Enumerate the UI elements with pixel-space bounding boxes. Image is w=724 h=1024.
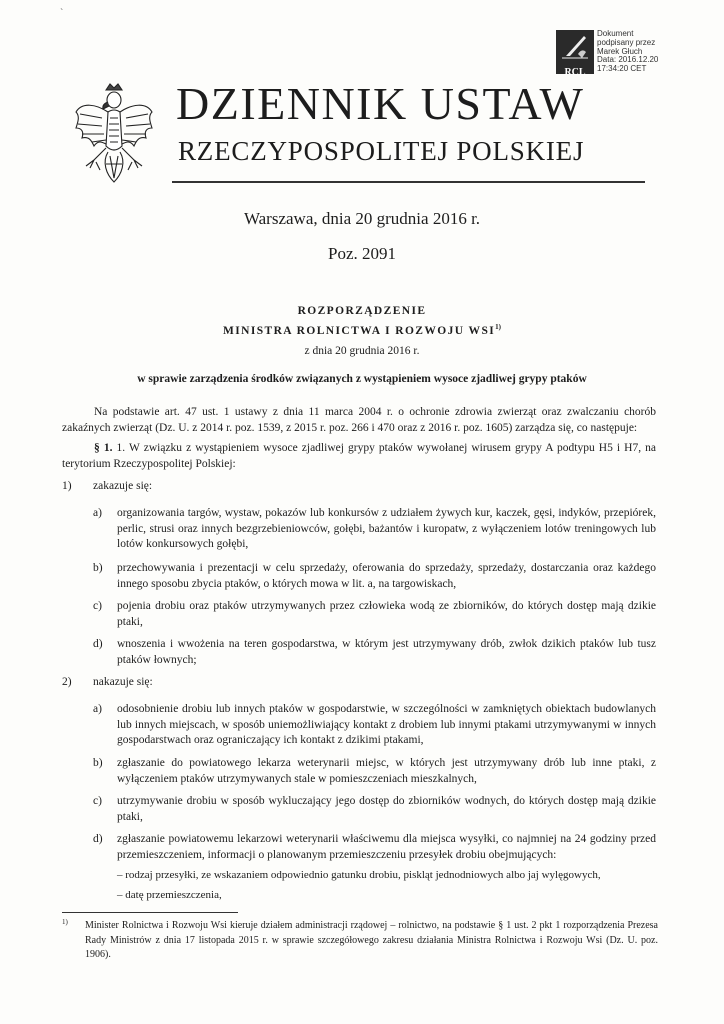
stamp-line: podpisany przez <box>597 37 656 47</box>
footnote-mark: 1) <box>62 918 68 926</box>
stamp-line: Marek Głuch <box>597 46 643 56</box>
section-label: § 1. <box>94 442 113 454</box>
journal-title: DZIENNIK USTAW <box>176 78 585 129</box>
subitem-letter: d) <box>93 638 103 650</box>
subitem-text: wnoszenia i wwożenia na teren gospodarstwa, w którym jest utrzymywany drób, zwłok dzikich ptaków lub tusz ptaków łownych; <box>117 638 656 666</box>
subitem-text: utrzymywanie drobiu w sposób wykluczający jego dostęp do zbiorników wodnych, do których dostęp mają dzikie ptaki, <box>117 795 656 823</box>
item-number: 2) <box>62 676 72 688</box>
subitem-letter: b) <box>93 562 103 574</box>
stamp-line: 17:34:20 CET <box>597 64 647 74</box>
item-text: zakazuje się: <box>93 480 153 492</box>
subitem-letter: c) <box>93 600 102 612</box>
subitem-letter: c) <box>93 795 102 807</box>
position-number: Poz. 2091 <box>328 244 396 263</box>
issuer-footnote-ref: 1) <box>495 323 501 331</box>
stamp-line: Dokument <box>597 29 634 38</box>
subitem-text: przechowywania i prezentacji w celu sprzedaży, oferowania do sprzedaży, sprzedaży, dostarczania oraz każdego innego sposobu zbycia ptaków, o których mowa w lit. a, na targowiskach, <box>117 562 656 590</box>
subitem-text: organizowania targów, wystaw, pokazów lub konkursów z udziałem żywych kur, kaczek, gęsi, indyków, przepiórek, perlic, strusi oraz innych bezgrzebieniowców, gołębi, bażantów i kuropatw, z wyłączeniem lotów treningowych lub lotów konkursowych gołębi, <box>117 507 656 550</box>
subitem-text: zgłaszanie do powiatowego lekarza weterynarii miejsc, w których jest utrzymywany drób lub inne ptaki, z wyłączeniem ptaków utrzymywanych stale w pomieszczeniach mieszkalnych, <box>117 757 656 785</box>
masthead-divider <box>172 181 645 183</box>
publication-date: Warszawa, dnia 20 grudnia 2016 r. <box>243 209 481 228</box>
stamp-line: Data: 2016.12.20 <box>597 55 659 65</box>
dash-item: – datę przemieszczenia, <box>117 889 222 901</box>
subitem-text: pojenia drobiu oraz ptaków utrzymywanych przez człowieka wodą ze zbiorników, do których dostęp mają dzikie ptaki, <box>117 600 656 628</box>
subitem-text: odosobnienie drobiu lub innych ptaków w gospodarstwie, w szczególności w zamkniętych obiektach budowlanych lub innych miejscach, w sposób uniemożliwiający kontakt z drobiem lub innymi ptakami utrzymywanymi w innych gospodarstwach oraz ograniczający ich kontakt z dzikimi ptakami, <box>117 703 656 746</box>
preamble: Na podstawie art. 47 ust. 1 ustawy z dnia 11 marca 2004 r. o ochronie zdrowia zwierząt oraz zwalczaniu chorób zakaźnych zwierząt (Dz. U. z 2014 r. poz. 1539, z 2015 r. poz. 266 i 470 oraz z 2016 r. poz. 1605) zarządza się, co następuje: <box>62 406 656 434</box>
dash-item: – rodzaj przesyłki, ze wskazaniem odpowiednio gatunku drobiu, piskląt jednodniowych albo jaj wylęgowych, <box>117 869 601 881</box>
subitem-text: zgłaszanie powiatowemu lekarzowi weterynarii właściwemu dla miejsca wysyłki, co najmniej na 24 godziny przed przemieszczeniem, informacji o planowanym przemieszczeniu przesyłek drobiu obejmujących: <box>117 833 656 861</box>
subitem-letter: b) <box>93 757 103 769</box>
item-text: nakazuje się: <box>93 676 153 688</box>
footnote-text: Minister Rolnictwa i Rozwoju Wsi kieruje działem administracji rządowej – rolnictwo, na podstawie § 1 ust. 2 pkt 1 rozporządzenia Prezesa Rady Ministrów z dnia 17 listopada 2015 r. w sprawie szczegółowego zakresu działania Ministra Rolnictwa i Rozwoju Wsi (Dz. U. poz. 1906). <box>85 920 658 960</box>
quill-icon <box>556 30 594 62</box>
item-number: 1) <box>62 480 72 492</box>
document-type: ROZPORZĄDZENIE <box>297 305 427 317</box>
subitem-letter: a) <box>93 703 102 715</box>
issuer-name: MINISTRA ROLNICTWA I ROZWOJU WSI <box>223 324 496 337</box>
document-subject: w sprawie zarządzenia środków związanych z wystąpieniem wysoce zjadliwej grypy ptaków <box>137 373 587 385</box>
scan-mark: ` <box>60 8 64 19</box>
eagle-emblem-icon <box>72 82 156 188</box>
section-text: 1. W związku z wystąpieniem wysoce zjadliwej grypy ptaków wywołanej wirusem grypy A podtypu H5 i H7, na terytorium Rzeczypospolitej Polskiej: <box>62 442 657 470</box>
stamp-logo-text: RCL <box>564 67 586 78</box>
subitem-letter: a) <box>93 507 102 519</box>
subitem-letter: d) <box>93 833 103 845</box>
section-1 <box>62 441 656 472</box>
stamp-metadata <box>597 30 658 74</box>
footnote-divider <box>62 912 238 913</box>
document-issuer <box>0 323 724 337</box>
rcl-stamp-logo <box>556 30 594 78</box>
document-date: z dnia 20 grudnia 2016 r. <box>304 345 420 357</box>
journal-subtitle: RZECZYPOSPOLITEJ POLSKIEJ <box>178 136 585 166</box>
